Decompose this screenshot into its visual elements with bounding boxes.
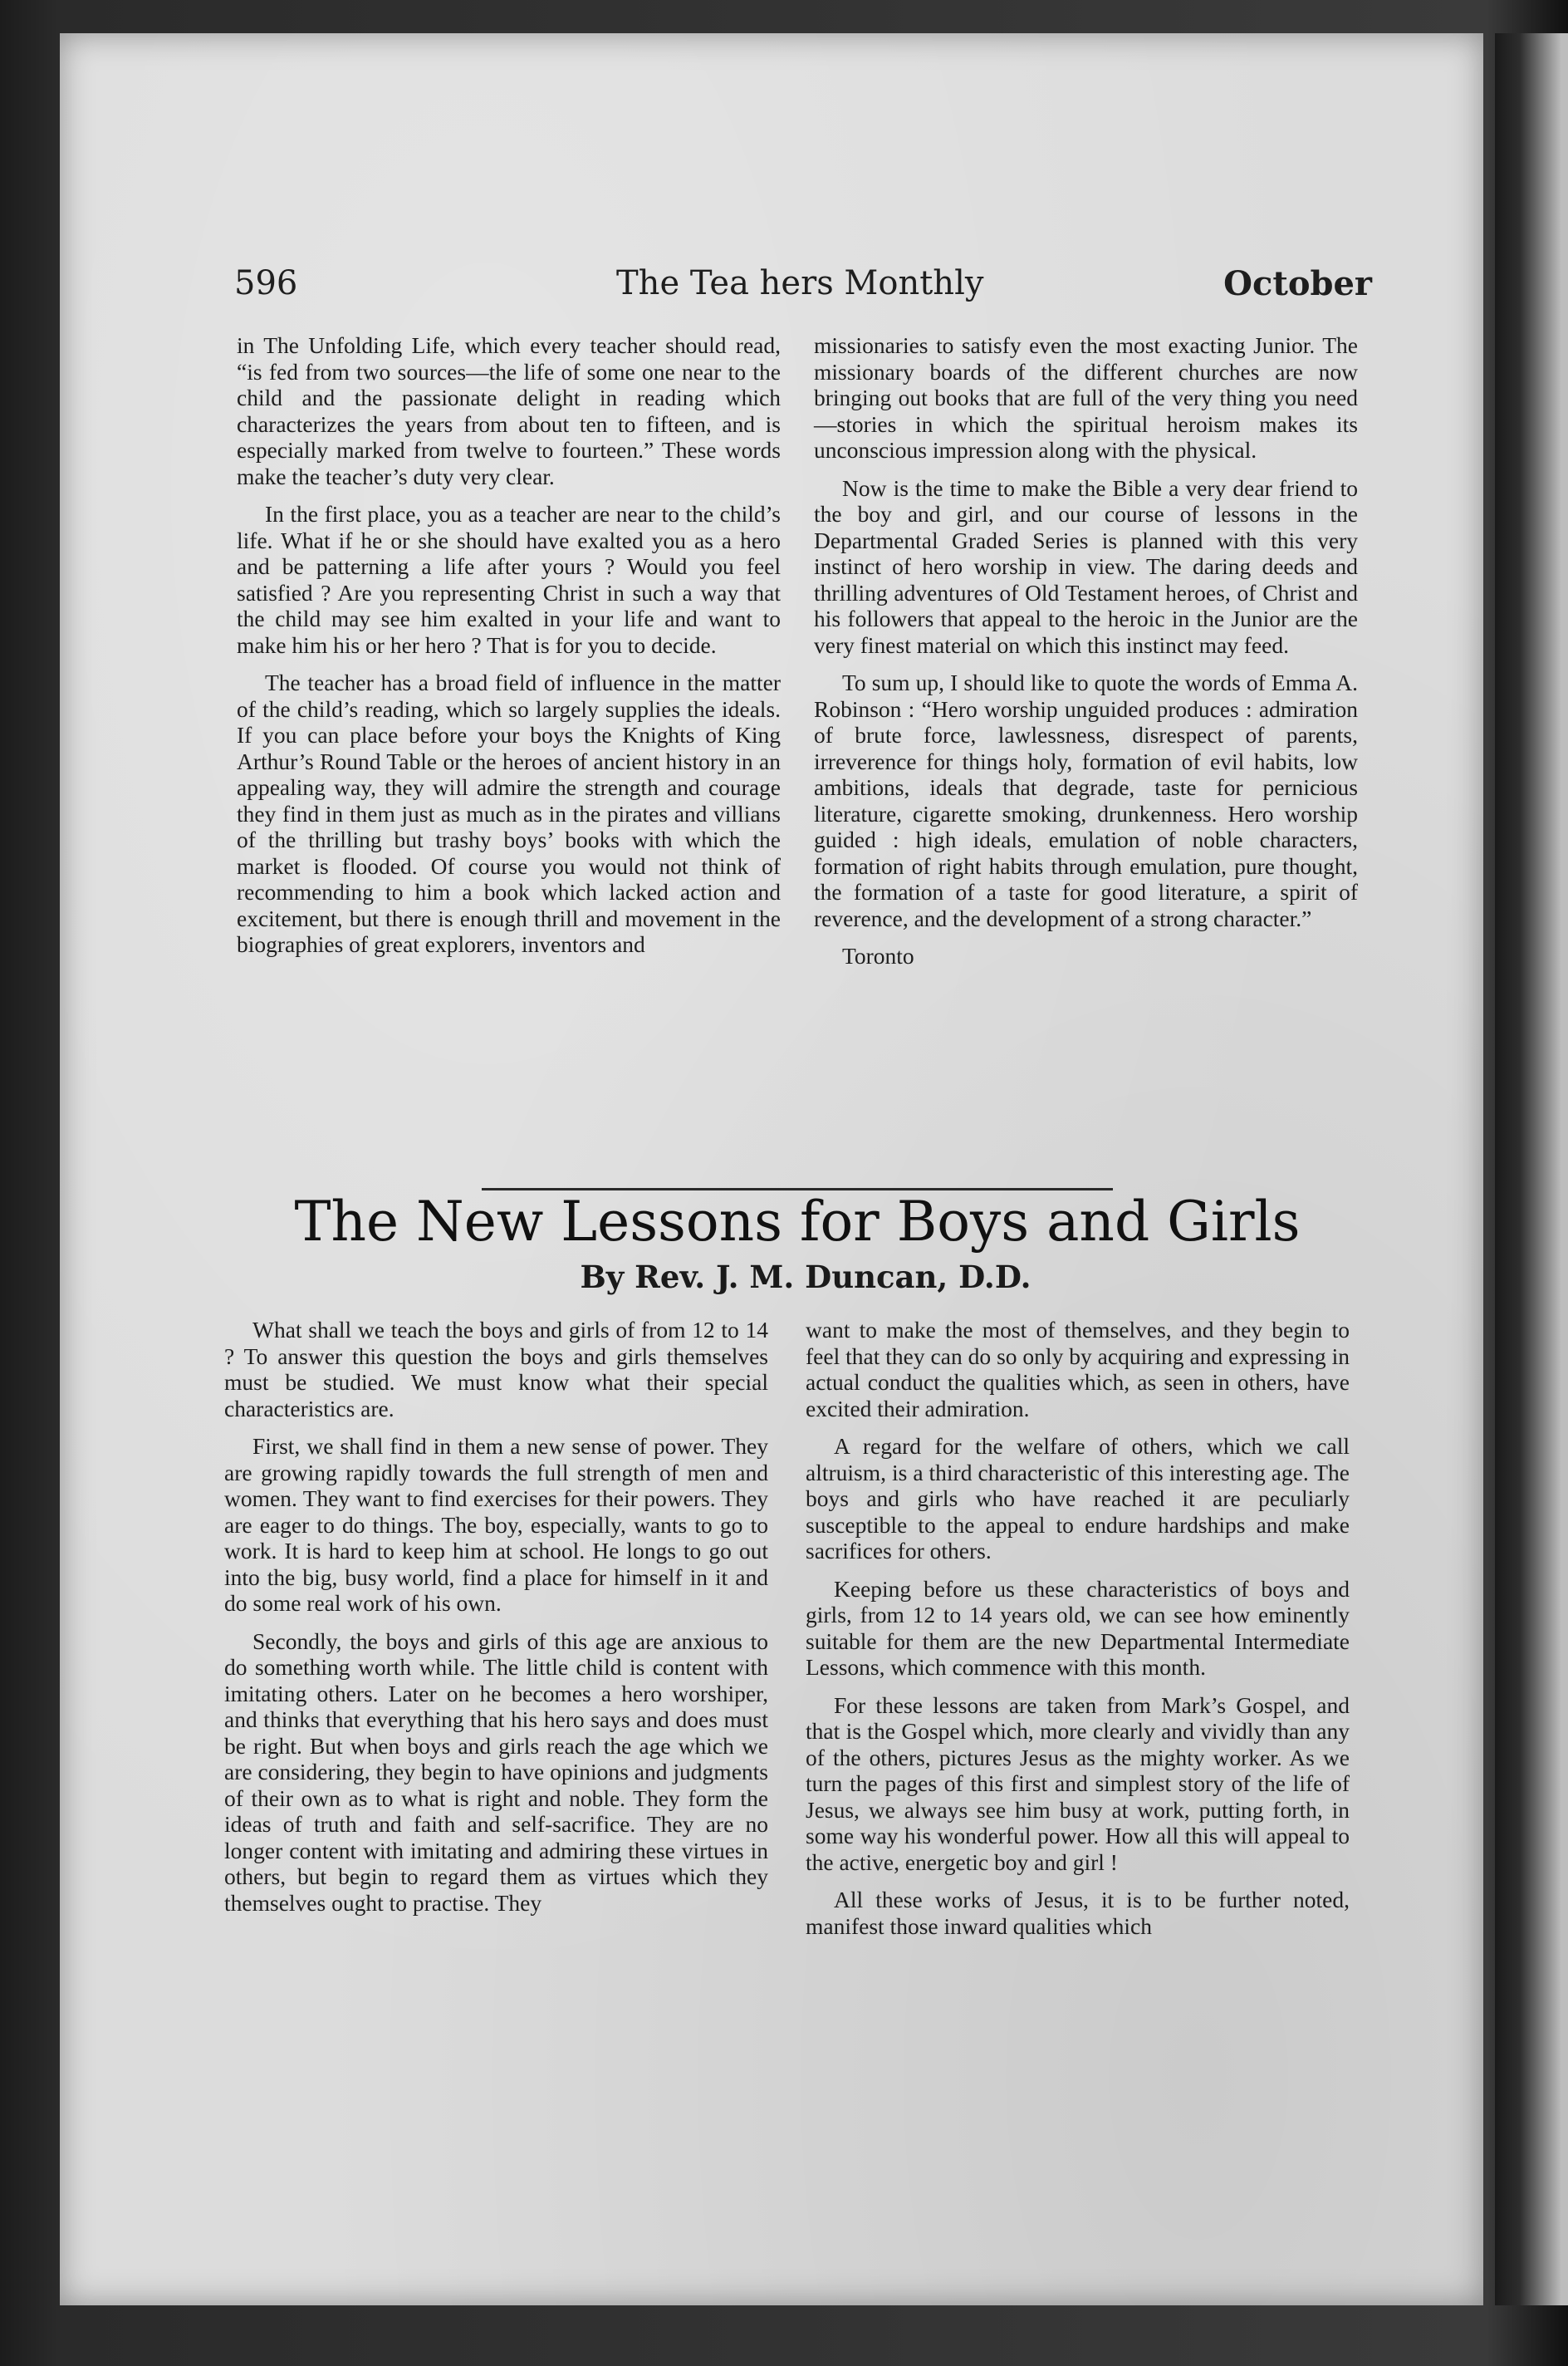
running-head (234, 264, 1372, 314)
issue-month: October (1223, 264, 1372, 303)
paragraph: First, we shall find in them a new sense of power. They are growing rapidly towards the full strength of men and women. They want to find exercises for their powers. They are eager to do things. The boy, especially, wants to go to work. It is hard to keep him at school. He longs to go out into the big, busy world, find a place for himself in it and do some real work of his own. (224, 1433, 768, 1616)
paragraph: In the first place, you as a teacher are near to the child’s life. What if he or she should have exalted you as a hero and be patterning a life after yours ? Would you feel satisfied ? Are you representing Christ in such a way that the child may see him exalted in your life and want to make him his or her hero ? That is for you to decide. (237, 501, 781, 658)
column-2 (814, 332, 1358, 981)
paragraph: To sum up, I should like to quote the words of Emma A. Robinson : “Hero worship unguided produces : admiration of brute force, lawlessness, disrespect of parents, irreverence for things holy, formation of evil habits, low ambitions, ideals that degrade, taste for pernicious literature, cigarette smoking, drunkenness. Hero worship guided : high ideals, emulation of noble characters, formation of right habits through emulation, pure thought, the formation of a taste for good literature, a spirit of reverence, and the development of a strong character.” (814, 670, 1358, 931)
paragraph: in The Unfolding Life, which every teacher should read, “is fed from two sources—the life of some one near to the child and the passionate delight in reading which characterizes the years from about ten to fifteen, and is especially marked from twelve to fourteen.” These words make the teacher’s duty very clear. (237, 332, 781, 489)
article-title: The New Lessons for Boys and Girls (294, 1190, 1301, 1254)
paragraph: Keeping before us these characteristics of boys and girls, from 12 to 14 years old, we can see how eminently suitable for them are the new Departmental Intermediate Lessons, which commence with this month. (806, 1575, 1350, 1680)
paragraph: What shall we teach the boys and girls of from 12 to 14 ? To answer this question the boys and girls themselves must be studied. We must know what their special characteristics are. (224, 1317, 768, 1421)
paragraph: The teacher has a broad field of influence in the matter of the child’s reading, which so largely supplies the ideals. If you can place before your boys the Knights of King Arthur’s Round Table or the heroes of ancient history in an appealing way, they will admire the strength and courage they find in them just as much as in the pirates and villians of the thrilling but trashy boys’ books with which the market is flooded. Of course you would not think of recommending to him a book which lacked action and excitement, but there is enough thrill and movement in the biographies of great explorers, inventors and (237, 670, 781, 957)
column-3 (224, 1317, 768, 1927)
facing-page-edge (1495, 33, 1568, 2305)
paragraph: Secondly, the boys and girls of this age are anxious to do something worth while. The little child is content with imitating others. Later on he becomes a hero worshiper, and thinks that everything that his hero says and does must be right. But when boys and girls reach the age which we are considering, they begin to have opinions and judgments of their own as to what is right and noble. They form the ideas of truth and faith and self-sacrifice. They are no longer content with imitating and admiring these virtues in others, but begin to regard them as virtues which they themselves ought to practise. They (224, 1627, 768, 1916)
column-1 (237, 332, 781, 969)
magazine-title: The Tea hers Monthly (616, 264, 984, 302)
page-number: 596 (234, 264, 298, 302)
paragraph: For these lessons are taken from Mark’s Gospel, and that is the Gospel which, more clearly and vividly than any of the others, pictures Jesus as the mighty worker. As we turn the pages of this first and simplest story of the life of Jesus, we always see him busy at work, putting forth, in some way his wonderful power. How all this will appeal to the active, energetic boy and girl ! (806, 1691, 1350, 1875)
paragraph: missionaries to satisfy even the most exacting Junior. The missionary boards of the different churches are now bringing out books that are full of the very thing you need—stories in which the spiritual heroism makes its unconscious impression along with the physical. (814, 332, 1358, 463)
paragraph: want to make the most of themselves, and they begin to feel that they can do so only by acquiring and expressing in actual conduct the qualities which, as seen in others, have excited their admiration. (806, 1317, 1350, 1421)
paragraph: Now is the time to make the Bible a very dear friend to the boy and girl, and our course of lessons in the Departmental Graded Series is planned with this very instinct of hero worship in view. The daring deeds and thrilling adventures of Old Testament heroes, of Christ and his followers that appeal to the heroic in the Junior are the very finest material on which this instinct may feed. (814, 474, 1358, 658)
dateline-place: Toronto (842, 943, 914, 969)
paragraph: All these works of Jesus, it is to be further noted, manifest those inward qualities which (806, 1887, 1350, 1939)
paragraph: A regard for the welfare of others, which we call altruism, is a third characteristic of this interesting age. The boys and girls who have reached it are peculiarly susceptible to the appeal to endure hardships and make sacrifices for others. (806, 1433, 1350, 1563)
column-4 (806, 1317, 1350, 1951)
article-byline: By Rev. J. M. Duncan, D.D. (580, 1259, 1031, 1295)
